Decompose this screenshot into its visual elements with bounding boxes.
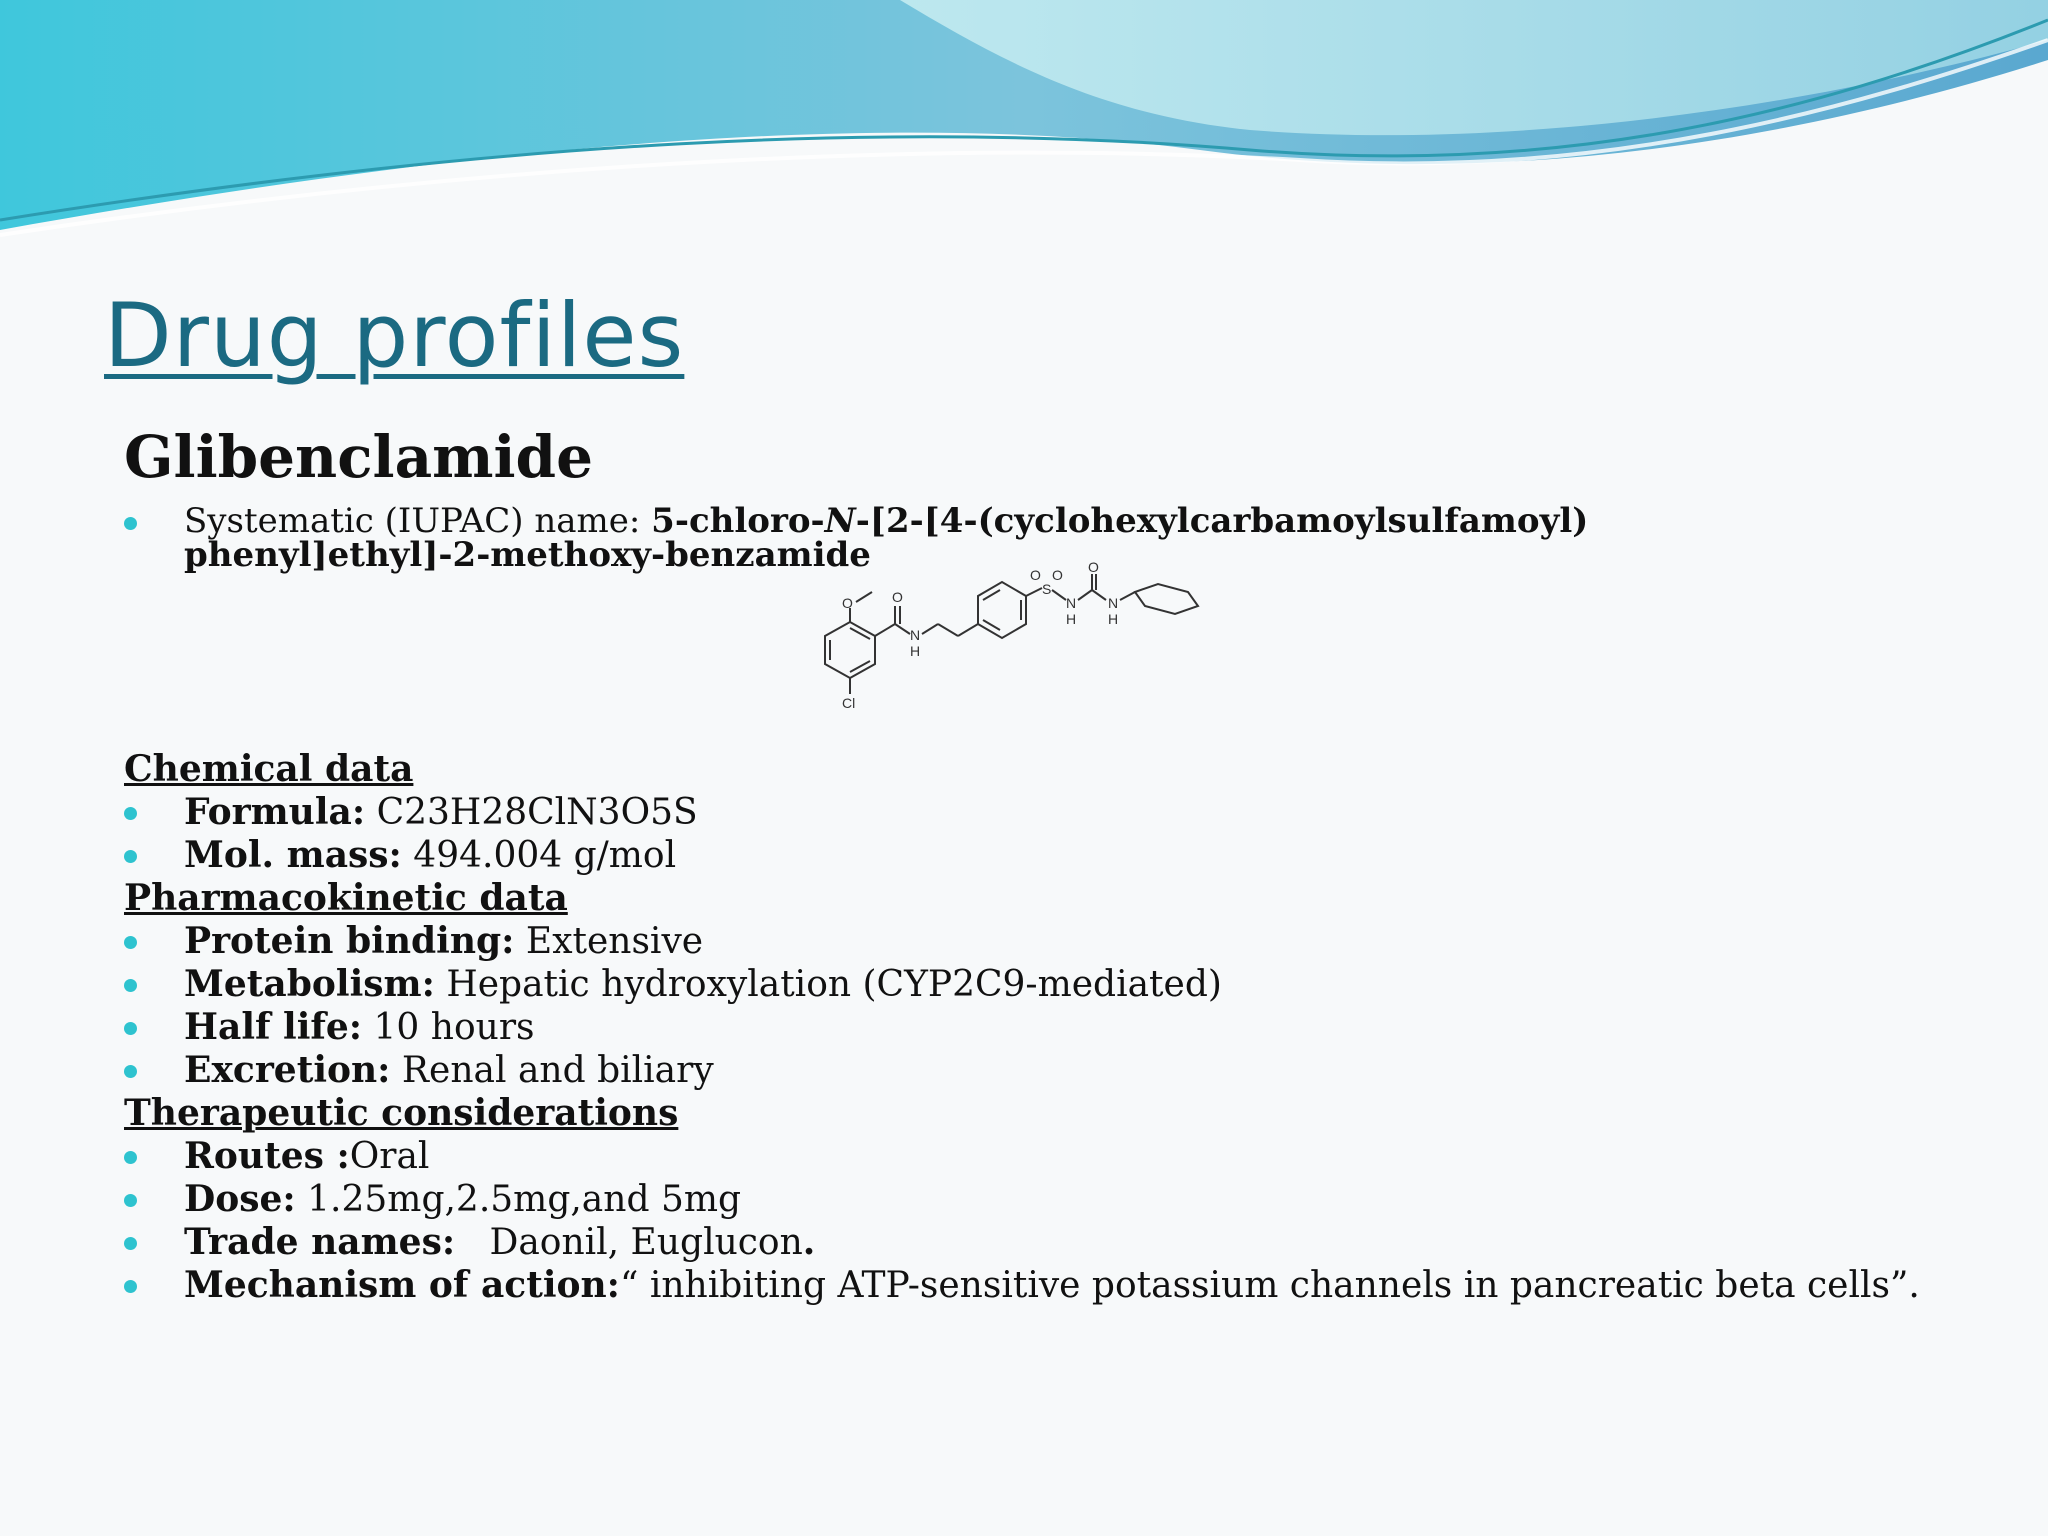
item-value: 494.004 g/mol — [401, 835, 677, 876]
item-label: Half life: — [184, 1006, 363, 1048]
bullet-icon — [124, 1151, 137, 1164]
bullet-icon — [124, 1022, 137, 1035]
item-label: Excretion: — [184, 1049, 391, 1091]
item-label: Mechanism of action: — [184, 1264, 620, 1306]
item-value: Daonil, Euglucon — [455, 1222, 803, 1263]
item-value: Extensive — [514, 921, 704, 962]
item-label: Routes : — [184, 1135, 350, 1177]
item-label: Trade names: — [184, 1221, 456, 1263]
drug-name: Glibenclamide — [124, 423, 594, 491]
structure-atom-label: O — [1052, 567, 1063, 583]
item-value: 10 hours — [362, 1007, 535, 1048]
bullet-icon — [124, 1065, 137, 1078]
item-value: Hepatic hydroxylation (CYP2C9-mediated) — [434, 964, 1222, 1005]
structure-atom-label: N — [910, 627, 921, 643]
structure-atom-label: H — [1108, 611, 1119, 627]
structure-atom-label: O — [1088, 559, 1099, 575]
item-label: Metabolism: — [184, 963, 435, 1005]
item-label: Formula: — [184, 791, 366, 833]
pharmacokinetic-data-heading: Pharmacokinetic data — [124, 877, 568, 919]
slide-title: Drug profiles — [104, 284, 685, 387]
item-value: C23H28ClN3O5S — [365, 792, 698, 833]
structure-atom-label: H — [910, 643, 921, 659]
chemical-data-section — [124, 748, 1974, 877]
list-item — [124, 1049, 1974, 1092]
structure-atom-label: N — [1066, 595, 1077, 611]
item-value: “ inhibiting ATP-sensitive potassium channels in pancreatic beta cells”. — [619, 1265, 1920, 1306]
bullet-icon — [124, 807, 137, 820]
bullet-icon — [124, 979, 137, 992]
item-value: 1.25mg,2.5mg,and 5mg — [295, 1179, 742, 1220]
bullet-icon — [124, 1237, 137, 1250]
bullet-icon — [124, 517, 137, 530]
item-value: Renal and biliary — [390, 1050, 714, 1091]
structure-atom-label: N — [1108, 595, 1119, 611]
list-item — [124, 1178, 1974, 1221]
bullet-icon — [124, 936, 137, 949]
list-item — [124, 1264, 1974, 1307]
header-wave-decoration — [0, 0, 2048, 240]
iupac-name-part2: -[2-[4-(cyclohexylcarbamoylsulfamoyl) phenyl]ethyl]-2-methoxy-benzamide — [184, 501, 1589, 575]
structure-atom-label: O — [842, 595, 853, 611]
bullet-icon — [124, 1194, 137, 1207]
pharmacokinetic-data-section — [124, 877, 1974, 1092]
therapeutic-considerations-heading: Therapeutic considerations — [124, 1092, 679, 1134]
structure-atom-label: O — [892, 589, 903, 605]
list-item — [124, 1006, 1974, 1049]
item-value: Oral — [349, 1136, 430, 1177]
structure-atom-label: H — [1066, 611, 1077, 627]
list-item — [124, 834, 1974, 877]
item-label: Mol. mass: — [184, 834, 402, 876]
item-label: Dose: — [184, 1178, 296, 1220]
chemical-data-heading: Chemical data — [124, 748, 414, 790]
bullet-icon — [124, 850, 137, 863]
list-item — [124, 1221, 1974, 1264]
structure-atom-label: O — [1030, 567, 1041, 583]
list-item — [124, 791, 1974, 834]
bullet-icon — [124, 1280, 137, 1293]
iupac-name-item — [124, 501, 1904, 575]
list-item — [124, 1135, 1974, 1178]
therapeutic-considerations-section — [124, 1092, 1974, 1307]
iupac-name-part1: 5-chloro- — [651, 501, 825, 541]
structure-atom-label: S — [1042, 581, 1052, 597]
list-item — [124, 920, 1974, 963]
list-item — [124, 963, 1974, 1006]
item-suffix: . — [802, 1221, 816, 1263]
structure-atom-label: Cl — [842, 695, 856, 711]
iupac-label: Systematic (IUPAC) name: — [184, 501, 652, 541]
item-label: Protein binding: — [184, 920, 515, 962]
iupac-name-italic: N — [824, 501, 856, 541]
